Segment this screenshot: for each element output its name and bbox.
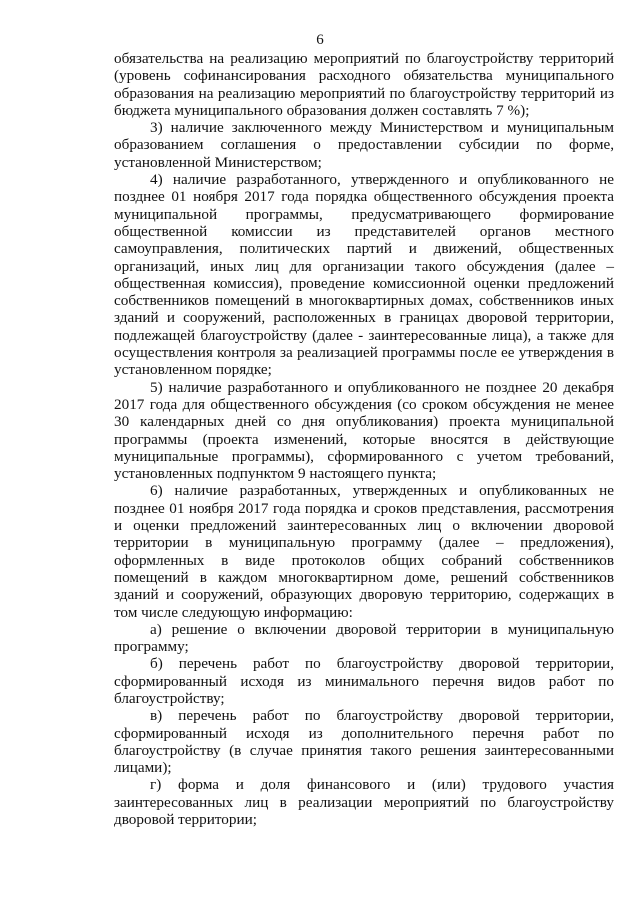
paragraph-item-5: 5) наличие разработанного и опубликованного не позднее 20 декабря 2017 года для общественного обсуждения (со сроком обсуждения не менее 30 календарных дней со дня опубликования) проекта муниципальной программы (проекта изменений, которые вносятся в действующие муниципальные программы), сформированного с учетом требований, установленных подпунктом 9 настоящего пункта;	[114, 378, 614, 483]
paragraph-item-4: 4) наличие разработанного, утвержденного и опубликованного не позднее 01 ноября 2017 года порядка общественного обсуждения проекта муниципальной программы, предусматривающего формирование общественной комиссии из представителей органов местного самоуправления, политических партий и движений, общественных организаций, иных лиц для организации такого обсуждения (далее – общественная комиссия), проведение комиссионной оценки предложений собственников помещений в многоквартирных домах, собственников иных зданий и сооружений, расположенных в границах дворовой территории, подлежащей благоустройству (далее - заинтересованные лица), а также для осуществления контроля за реализацией программы после ее утверждения в установленном порядке;	[114, 171, 614, 379]
subitem-v: в) перечень работ по благоустройству дворовой территории, сформированный исходя из дополнительного перечня работ по благоустройству (в случае принятия такого решения заинтересованными лицами);	[114, 707, 614, 777]
subitem-a: а) решение о включении дворовой территории в муниципальную программу;	[114, 620, 614, 656]
page-number: 6	[316, 32, 324, 48]
subitem-g: г) форма и доля финансового и (или) трудового участия заинтересованных лиц в реализации мероприятий по благоустройству дворовой территории;	[114, 776, 614, 829]
paragraph-continuation: обязательства на реализацию мероприятий по благоустройству территорий (уровень софинансирования расходного обязательства муниципального образования на реализацию мероприятий по благоустройству территорий из бюджета муниципального образования должен составлять 7 %);	[114, 50, 614, 119]
paragraph-item-6: 6) наличие разработанных, утвержденных и опубликованных не позднее 01 ноября 2017 года порядка и сроков представления, рассмотрения и оценки предложений заинтересованных лиц о включении дворовой территории в муниципальную программу (далее – предложения), оформленных в виде протоколов общих собраний собственников помещений в каждом многоквартирном доме, решений собственников зданий и сооружений, образующих дворовую территорию, содержащих в том числе следующую информацию:	[114, 482, 614, 621]
subitem-b: б) перечень работ по благоустройству дворовой территории, сформированный исходя из минимального перечня видов работ по благоустройству;	[114, 655, 614, 707]
document-body	[114, 50, 614, 828]
paragraph-item-3: 3) наличие заключенного между Министерством и муниципальным образованием соглашения о предоставлении субсидии по форме, установленной Министерством;	[114, 119, 614, 171]
